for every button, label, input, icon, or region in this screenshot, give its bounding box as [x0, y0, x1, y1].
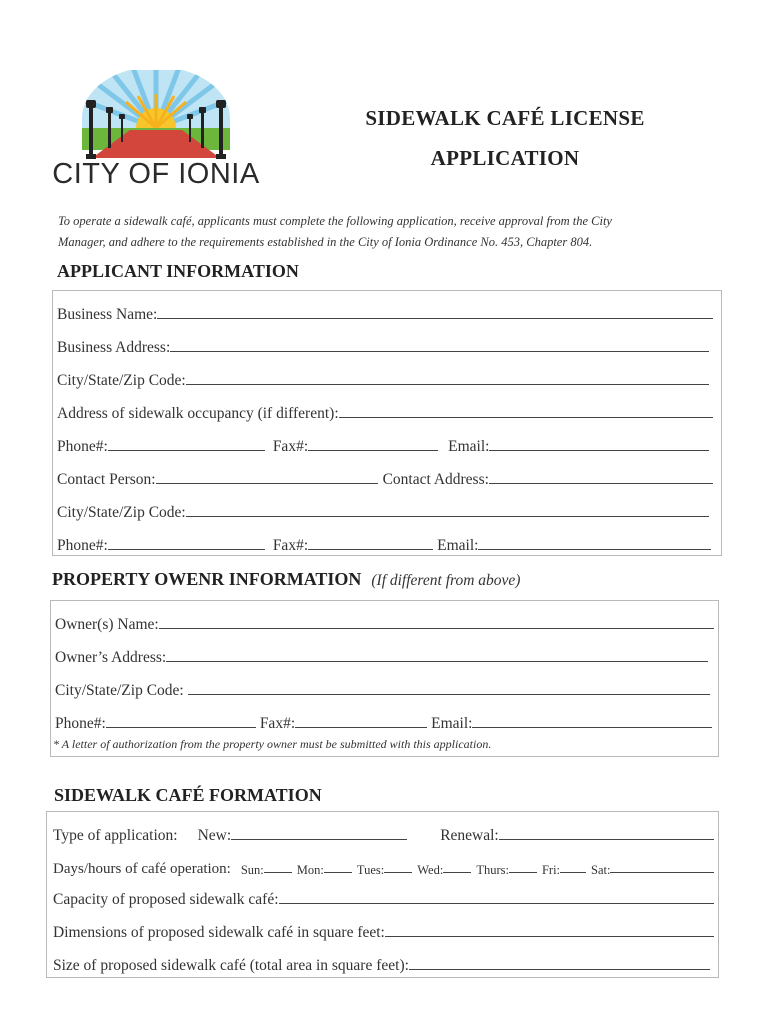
owner-name-field[interactable] — [159, 628, 714, 629]
capacity-row — [47, 876, 718, 909]
day-mon-label: Mon: — [296, 863, 324, 877]
day-wed-label: Wed: — [417, 863, 444, 877]
contact-phone-fax-email-row — [53, 522, 721, 555]
dimensions-row — [47, 909, 718, 942]
day-sun-label: Sun: — [240, 863, 264, 877]
day-thurs-label: Thurs: — [476, 863, 509, 877]
owner-address-field[interactable] — [166, 661, 708, 662]
dimensions-field[interactable] — [385, 936, 714, 937]
owner-name-label: Owner(s) Name: — [55, 616, 159, 633]
day-tues-label: Tues: — [356, 863, 385, 877]
size-field[interactable] — [409, 969, 710, 970]
phone-fax-email-row — [53, 423, 721, 456]
owner-city-state-zip-field[interactable] — [188, 694, 710, 695]
contact-person-label: Contact Person: — [57, 471, 156, 488]
business-address-row — [53, 324, 721, 357]
business-address-field[interactable] — [170, 351, 709, 352]
day-sun-field[interactable] — [264, 872, 292, 873]
city-logo-graphic — [52, 70, 262, 188]
contact-city-state-zip-field[interactable] — [186, 516, 709, 517]
contact-email-label: Email: — [437, 537, 479, 554]
day-fri-label: Fri: — [541, 863, 561, 877]
intro-line-1: To operate a sidewalk café, applicants must complete the following application, receive approval from the City — [58, 214, 612, 228]
business-name-field[interactable] — [157, 318, 713, 319]
intro-text — [58, 211, 718, 253]
days-hours-row — [47, 845, 718, 878]
day-thurs-field[interactable] — [509, 872, 537, 873]
contact-address-field[interactable] — [489, 483, 713, 484]
application-type-row — [47, 812, 718, 845]
contact-phone-field[interactable] — [108, 549, 265, 550]
day-wed-field[interactable] — [443, 872, 471, 873]
applicant-heading: APPLICANT INFORMATION — [57, 261, 299, 281]
fax-field[interactable] — [308, 450, 438, 451]
applicant-box — [52, 290, 722, 556]
contact-phone-label: Phone#: — [57, 537, 108, 554]
day-mon-field[interactable] — [324, 872, 352, 873]
capacity-label: Capacity of proposed sidewalk café: — [53, 891, 279, 908]
contact-email-field[interactable] — [478, 549, 711, 550]
fax-label: Fax#: — [272, 438, 309, 455]
owner-fax-label: Fax#: — [259, 715, 296, 732]
size-label: Size of proposed sidewalk café (total area in square feet): — [53, 957, 409, 974]
city-state-zip-field[interactable] — [186, 384, 709, 385]
contact-city-state-zip-label: City/State/Zip Code: — [57, 504, 186, 521]
logo-text: CITY OF IONIA — [52, 158, 260, 188]
phone-field[interactable] — [108, 450, 265, 451]
email-field[interactable] — [489, 450, 709, 451]
owner-phone-label: Phone#: — [55, 715, 106, 732]
size-row — [47, 942, 718, 975]
days-hours-label: Days/hours of café operation: — [53, 861, 231, 877]
capacity-field[interactable] — [279, 903, 714, 904]
contact-person-field[interactable] — [156, 483, 378, 484]
day-tues-field[interactable] — [384, 872, 412, 873]
dimensions-label: Dimensions of proposed sidewalk café in square feet: — [53, 924, 385, 941]
renewal-field[interactable] — [499, 839, 714, 840]
contact-city-state-zip-row — [53, 489, 721, 522]
owner-email-field[interactable] — [472, 727, 712, 728]
contact-row — [53, 456, 721, 489]
day-sat-field[interactable] — [610, 872, 714, 873]
owner-city-state-zip-label: City/State/Zip Code: — [55, 682, 184, 699]
owner-email-label: Email: — [431, 715, 473, 732]
city-state-zip-row — [53, 357, 721, 390]
day-fri-field[interactable] — [560, 872, 586, 873]
occupancy-address-row — [53, 390, 721, 423]
owner-address-label: Owner’s Address: — [55, 649, 167, 666]
contact-fax-label: Fax#: — [272, 537, 309, 554]
business-name-label: Business Name: — [57, 306, 158, 323]
phone-label: Phone#: — [57, 438, 108, 455]
owner-phone-fax-email-row — [51, 700, 718, 733]
contact-fax-field[interactable] — [308, 549, 433, 550]
intro-line-2: Manager, and adhere to the requirements established in the City of Ionia Ordinance No. 453, Chapter 804. — [58, 235, 593, 249]
occupancy-address-field[interactable] — [339, 417, 713, 418]
owner-box — [50, 600, 719, 757]
email-label: Email: — [448, 438, 490, 455]
owner-address-row — [51, 634, 718, 667]
owner-fax-field[interactable] — [295, 727, 427, 728]
city-logo — [52, 70, 262, 188]
day-sat-label: Sat: — [591, 863, 611, 877]
authorization-note: * A letter of authorization from the property owner must be submitted with this application. — [53, 737, 492, 751]
renewal-label: Renewal: — [440, 827, 499, 844]
contact-address-label: Contact Address: — [382, 471, 489, 488]
owner-heading-note: (If different from above) — [371, 572, 521, 589]
application-type-label: Type of application: — [53, 827, 178, 844]
owner-name-row — [51, 601, 718, 634]
form-title-line1: SIDEWALK CAFÉ LICENSE — [365, 106, 645, 130]
owner-phone-field[interactable] — [106, 727, 256, 728]
occupancy-address-label: Address of sidewalk occupancy (if different): — [57, 405, 339, 422]
owner-heading: PROPERTY OWENR INFORMATION — [52, 569, 362, 589]
form-title-line2: APPLICATION — [430, 146, 580, 170]
city-state-zip-label: City/State/Zip Code: — [57, 372, 186, 389]
owner-heading-row — [52, 569, 520, 590]
formation-heading: SIDEWALK CAFÉ FORMATION — [54, 785, 322, 805]
owner-city-state-zip-row — [51, 667, 718, 700]
formation-box — [46, 811, 719, 978]
new-field[interactable] — [231, 839, 407, 840]
new-label: New: — [197, 827, 232, 844]
business-address-label: Business Address: — [57, 339, 171, 356]
business-name-row — [53, 291, 721, 324]
